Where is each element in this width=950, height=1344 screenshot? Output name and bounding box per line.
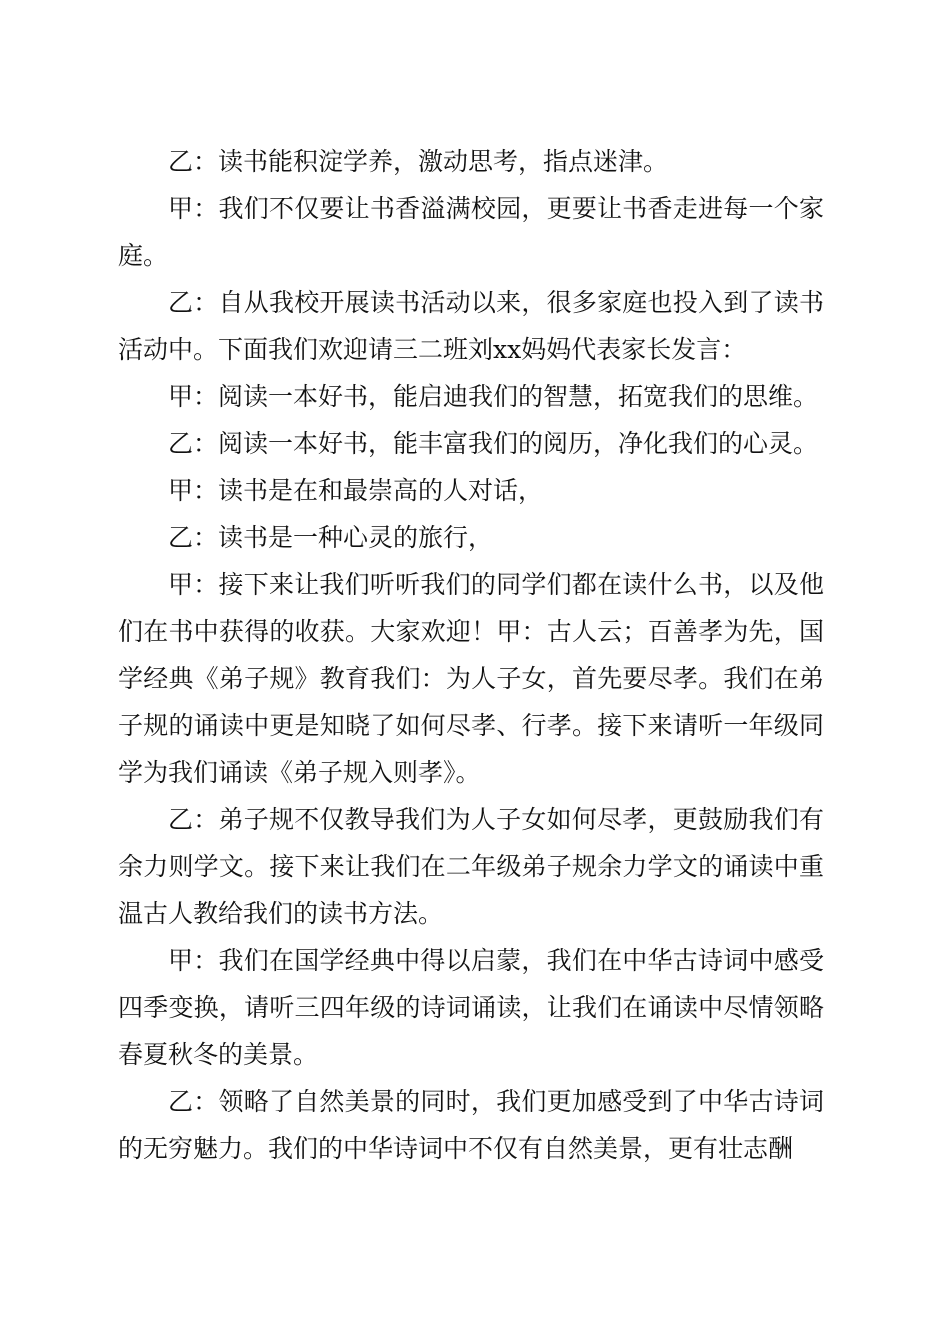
paragraph-4: 甲：阅读一本好书，能启迪我们的智慧，拓宽我们的思维。 xyxy=(168,382,819,411)
paragraph-3: 乙：自从我校开展读书活动以来，很多家庭也投入到了读书活动中。下面我们欢迎请三二班刘xx妈妈代表家长发言： xyxy=(118,288,824,364)
paragraph-5: 乙：阅读一本好书，能丰富我们的阅历，净化我们的心灵。 xyxy=(168,429,819,458)
paragraph-8: 甲：接下来让我们听听我们的同学们都在读什么书，以及他们在书中获得的收获。大家欢迎！甲：古人云；百善孝为先，国学经典《弟子规》教育我们：为人子女，首先要尽孝。我们在弟子规的诵读中更是知晓了如何尽孝、行孝。接下来请听一年级同学为我们诵读《弟子规入则孝》。 xyxy=(118,570,824,787)
paragraph-9: 乙：弟子规不仅教导我们为人子女如何尽孝，更鼓励我们有余力则学文。接下来让我们在二年级弟子规余力学文的诵读中重温古人教给我们的读书方法。 xyxy=(118,805,824,928)
document-body xyxy=(118,138,824,1172)
paragraph-1: 乙：读书能积淀学养，激动思考，指点迷津。 xyxy=(168,147,669,176)
paragraph-7: 乙：读书是一种心灵的旅行， xyxy=(168,523,494,552)
paragraph-6: 甲：读书是在和最崇高的人对话， xyxy=(168,476,544,505)
paragraph-2: 甲：我们不仅要让书香溢满校园，更要让书香走进每一个家庭。 xyxy=(118,194,824,270)
paragraph-10: 甲：我们在国学经典中得以启蒙，我们在中华古诗词中感受四季变换，请听三四年级的诗词诵读，让我们在诵读中尽情领略春夏秋冬的美景。 xyxy=(118,946,824,1069)
paragraph-11: 乙：领略了自然美景的同时，我们更加感受到了中华古诗词的无穷魅力。我们的中华诗词中不仅有自然美景，更有壮志酬 xyxy=(118,1087,824,1163)
